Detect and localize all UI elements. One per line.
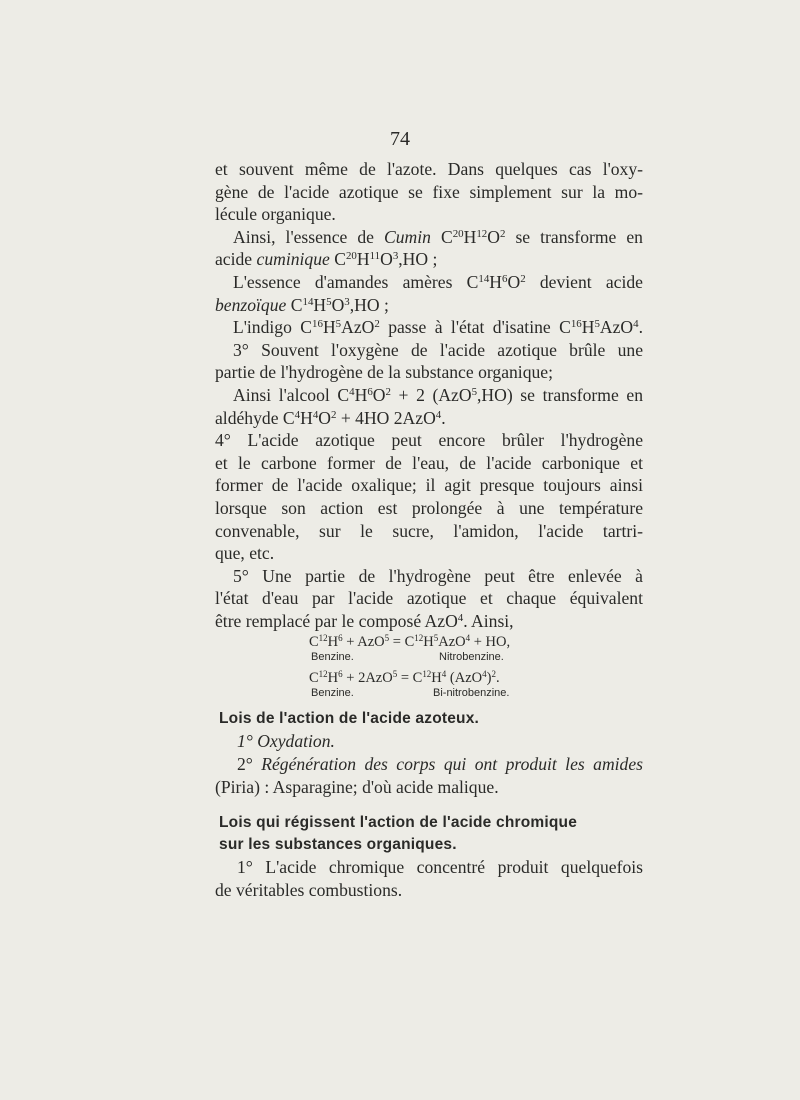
text-line: benzoïque $C^{14}H^5O^3,HO$ ; <box>215 294 389 315</box>
section-heading: Lois qui régissent l'action de l'acide chromique <box>219 814 578 832</box>
text-line: Ainsi, l'essence de Cumin $C^{20}H^{12}O^2$ se transforme en <box>233 226 643 247</box>
text-line: 3° Souvent l'oxygène de l'acide azotique brûle une <box>233 339 643 360</box>
text-line: L'essence d'amandes amères $C^{14}H^6O^2$ devient acide <box>233 271 643 292</box>
page-body <box>215 158 643 901</box>
text-line: L'indigo $C^{16}H^5AzO^2$ passe à l'état d'isatine $C^{16}H^5AzO^4$. <box>233 317 643 338</box>
text-line: 5° Une partie de l'hydrogène peut être enlevée à <box>233 565 643 586</box>
text-line: l'état d'eau par l'acide azotique et chaque équivalent <box>215 588 643 609</box>
text-line: 1° L'acide chromique concentré produit quelquefois <box>237 857 643 878</box>
text-line: lécule organique. <box>215 204 336 225</box>
text-line: 1° Oxydation. <box>237 731 335 752</box>
text-line: acide cuminique $C^{20}H^{11}O^3,HO$ ; <box>215 249 438 270</box>
equation-binitration: $C^{12}H^6 + 2AzO^5 = C^{12}H^4$ $(AzO^4)^2$. <box>309 669 500 687</box>
section-heading: Lois de l'action de l'acide azoteux. <box>219 710 480 728</box>
text-line: lorsque son action est prolongée à une température <box>215 497 643 518</box>
equation-labels <box>215 651 643 666</box>
text-line: Ainsi l'alcool $C^4H^6O^2 + 2$ (AzO$^5$,HO) se transforme en <box>233 384 643 405</box>
equation-label-right: Nitrobenzine. <box>439 651 504 664</box>
equation-label-right: Bi-nitrobenzine. <box>433 687 510 700</box>
text-line: convenable, sur le sucre, l'amidon, l'acide tartri- <box>215 520 643 541</box>
text-line: de véritables combustions. <box>215 879 403 900</box>
text-line: partie de l'hydrogène de la substance organique; <box>215 362 553 383</box>
equation-labels <box>215 687 643 702</box>
text-line: 2° Régénération des corps qui ont produit les amides <box>237 754 643 775</box>
equation-benzine-nitration: $C^{12}H^6 + AzO^5 = C^{12}H^5AzO^4$ + HO, <box>309 633 511 651</box>
equation-label-left: Benzine. <box>311 651 354 664</box>
text-line: que, etc. <box>215 543 275 564</box>
text-line: être remplacé par le composé AzO$^4$. Ainsi, <box>215 610 514 631</box>
text-line: aldéhyde $C^4H^4O^2 + 4HO$ 2AzO$^4$. <box>215 407 446 428</box>
text-line: gène de l'acide azotique se fixe simplement sur la mo- <box>215 181 643 202</box>
equation-label-left: Benzine. <box>311 687 354 700</box>
text-line: et le carbone former de l'eau, de l'acide carbonique et <box>215 452 643 473</box>
text-line: 4° L'acide azotique peut encore brûler l'hydrogène <box>215 430 643 451</box>
text-line: et souvent même de l'azote. Dans quelques cas l'oxy- <box>215 159 643 179</box>
text-line: former de l'acide oxalique; il agit presque toujours ainsi <box>215 475 643 496</box>
page-number: 74 <box>390 128 410 150</box>
text-line: (Piria) : Asparagine; d'où acide malique. <box>215 776 499 797</box>
section-heading-continued: sur les substances organiques. <box>219 836 457 854</box>
